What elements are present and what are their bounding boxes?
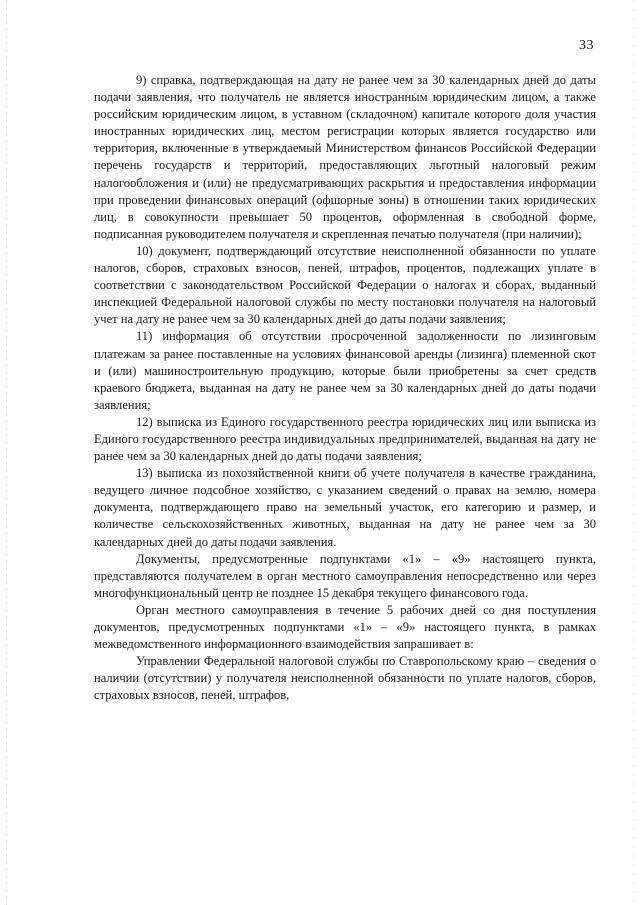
body-text xyxy=(94,72,596,704)
paragraph-item-10: 10) документ, подтверждающий отсутствие неисполненной обязанности по уплате налогов, сборов, страховых взносов, пеней, штрафов, процентов, подлежащих уплате в соответствии с законодательством Российской Федерации о налогах и сборах, выданный инспекцией Федеральной налоговой службы по месту постановки получателя на налоговый учет на дату не ранее чем за 30 календарных дней до даты подачи заявления; xyxy=(94,243,596,327)
paragraph-item-12: 12) выписка из Единого государственного реестра юридических лиц или выписка из Единого государственного реестра индивидуальных предпринимателей, выданная на дату не ранее чем за 30 календарных дней до даты подачи заявления; xyxy=(94,414,596,464)
paragraph-item-9: 9) справка, подтверждающая на дату не ранее чем за 30 календарных дней до даты подачи заявления, что получатель не является иностранным юридическим лицом, а также российским юридическим лицом, в уставном (складочном) капитале которого доля участия иностранных юридических лиц, местом регистрации которых является государство или территория, включенные в утверждаемый Министерством финансов Российской Федерации перечень государств и территорий, предоставляющих льготный налоговый режим налогообложения и (или) не предусматривающих раскрытия и предоставления информации при проведении финансовых операций (офшорные зоны) в отношении таких юридических лиц, в совокупности превышает 50 процентов, оформленная в свободной форме, подписанная руководителем получателя и скрепленная печатью получателя (при наличии); xyxy=(94,73,596,241)
paragraph-item-13: 13) выписка из похозяйственной книги об учете получателя в качестве гражданина, ведущего личное подсобное хозяйство, с указанием сведений о правах на землю, номера документа, подтверждающего право на земельный участок, его категорию и размер, и количестве сельскохозяйственных животных, выданная на дату не ранее чем за 30 календарных дней до даты подачи заявления. xyxy=(94,466,596,549)
paragraph-interagency-request: Орган местного самоуправления в течение 5 рабочих дней со дня поступления документов, предусмотренных подпунктами «1» – «9» настоящего пункта, в рамках межведомственного информационного взаимодействия запрашивает в: xyxy=(94,602,596,652)
page-number: 33 xyxy=(579,38,594,53)
paragraph-documents-submission: Документы, предусмотренные подпунктами «1» – «9» настоящего пункта, представляются получателем в орган местного самоуправления непосредственно или через многофункциональный центр не позднее 15 декабря текущего финансового года. xyxy=(94,551,596,600)
scan-edge-right xyxy=(633,0,634,905)
paragraph-tax-service: Управлении Федеральной налоговой службы по Ставропольскому краю – сведения о наличии (отсутствии) у получателя неисполненной обязанности по уплате налогов, сборов, страховых взносов, пеней, штрафов, xyxy=(94,654,596,703)
paragraph-item-11: 11) информация об отсутствии просроченной задолженности по лизинговым платежам за ранее поставленные на условиях финансовой аренды (лизинга) племенной скот и (или) машиностроительную продукцию, которые были приобретены за счет средств краевого бюджета, выданная на дату не ранее чем за 30 календарных дней до даты подачи заявления; xyxy=(94,329,596,412)
scan-edge-left xyxy=(6,0,7,905)
